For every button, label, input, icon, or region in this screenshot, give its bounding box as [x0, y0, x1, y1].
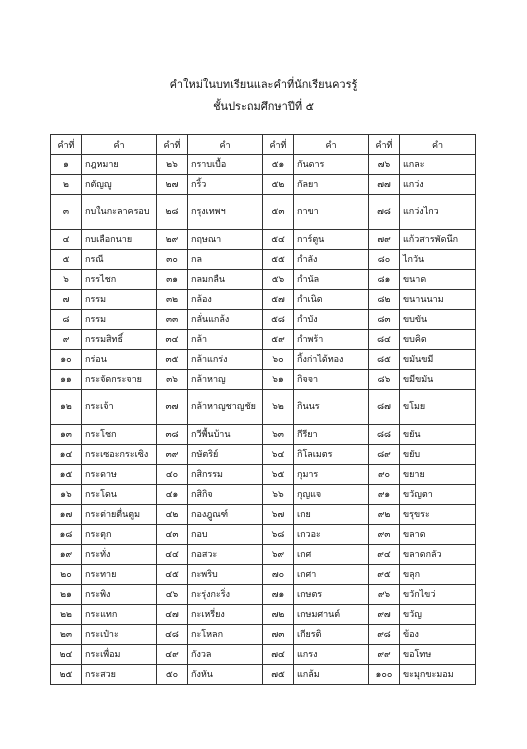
vocabulary-table	[50, 134, 476, 685]
word-number-cell: ๖๔	[263, 445, 294, 465]
word-number-cell: ๕๗	[263, 290, 294, 310]
table-row	[51, 445, 476, 465]
word-number-cell: ๑๙	[51, 545, 82, 565]
header-number: คำที่	[51, 135, 82, 155]
word-cell: กุมาร	[294, 465, 369, 485]
word-cell: ขะมุกขะมอม	[400, 665, 476, 685]
word-number-cell: ๒๘	[157, 195, 188, 230]
word-cell: กบเลือกนาย	[82, 230, 157, 250]
word-number-cell: ๘๕	[369, 350, 400, 370]
table-row	[51, 155, 476, 175]
table-row	[51, 290, 476, 310]
word-cell: เกย	[294, 505, 369, 525]
word-number-cell: ๓๕	[157, 350, 188, 370]
header-word: คำ	[400, 135, 476, 155]
word-cell: แก้วสารพัดนึก	[400, 230, 476, 250]
word-number-cell: ๑๐	[51, 350, 82, 370]
word-cell: กระโชก	[82, 425, 157, 445]
word-number-cell: ๙๐	[369, 465, 400, 485]
word-number-cell: ๘๐	[369, 250, 400, 270]
table-row	[51, 270, 476, 290]
word-cell: กล้าหาญชาญชัย	[188, 390, 263, 425]
word-number-cell: ๓๒	[157, 290, 188, 310]
word-number-cell: ๕๐	[157, 665, 188, 685]
word-cell: กล	[188, 250, 263, 270]
word-cell: ขยับ	[400, 445, 476, 465]
word-number-cell: ๒๔	[51, 645, 82, 665]
word-number-cell: ๕๓	[263, 195, 294, 230]
word-cell: เกศา	[294, 565, 369, 585]
word-number-cell: ๖๓	[263, 425, 294, 445]
word-cell: ขวัญ	[400, 605, 476, 625]
word-cell: กะพริบ	[188, 565, 263, 585]
word-cell: กุญแจ	[294, 485, 369, 505]
word-cell: กะเหรี่ยง	[188, 605, 263, 625]
word-cell: กีรียา	[294, 425, 369, 445]
word-cell: กระทาย	[82, 565, 157, 585]
word-cell: กรณี	[82, 250, 157, 270]
word-cell: กอบ	[188, 525, 263, 545]
word-number-cell: ๗๖	[369, 155, 400, 175]
word-number-cell: ๕	[51, 250, 82, 270]
word-cell: ขมีขมัน	[400, 370, 476, 390]
word-cell: กิจจา	[294, 370, 369, 390]
header-number: คำที่	[157, 135, 188, 155]
word-number-cell: ๙๒	[369, 505, 400, 525]
word-number-cell: ๔๖	[157, 585, 188, 605]
word-cell: ไกวัน	[400, 250, 476, 270]
word-number-cell: ๓๗	[157, 390, 188, 425]
word-cell: กระเจ้า	[82, 390, 157, 425]
word-cell: กตัญญู	[82, 175, 157, 195]
word-cell: กล้าแกร่ง	[188, 350, 263, 370]
word-cell: ขบคิด	[400, 330, 476, 350]
word-cell: แกรง	[294, 645, 369, 665]
word-cell: กำเนิด	[294, 290, 369, 310]
word-cell: เกษมศานต์	[294, 605, 369, 625]
document-title: คำใหม่ในบทเรียนและคำที่นักเรียนควรรู้	[169, 78, 358, 91]
word-number-cell: ๓๔	[157, 330, 188, 350]
word-number-cell: ๒๖	[157, 155, 188, 175]
word-number-cell: ๕๙	[263, 330, 294, 350]
table-row	[51, 645, 476, 665]
word-cell: ขบขัน	[400, 310, 476, 330]
word-number-cell: ๘๖	[369, 370, 400, 390]
word-number-cell: ๓๖	[157, 370, 188, 390]
word-cell: กระจัดกระจาย	[82, 370, 157, 390]
word-number-cell: ๖๗	[263, 505, 294, 525]
word-cell: ขนานนาม	[400, 290, 476, 310]
word-cell: กรรม	[82, 310, 157, 330]
word-cell: กระเป๋าะ	[82, 625, 157, 645]
word-cell: กรรมสิทธิ์	[82, 330, 157, 350]
word-number-cell: ๒๗	[157, 175, 188, 195]
word-cell: กองฎูณฑ์	[188, 505, 263, 525]
word-number-cell: ๘	[51, 310, 82, 330]
header-word: คำ	[188, 135, 263, 155]
word-number-cell: ๘๘	[369, 425, 400, 445]
word-number-cell: ๙๓	[369, 525, 400, 545]
word-cell: กังหัน	[188, 665, 263, 685]
word-number-cell: ๖๕	[263, 465, 294, 485]
word-cell: ข้อง	[400, 625, 476, 645]
word-number-cell: ๖	[51, 270, 82, 290]
word-cell: กอสวะ	[188, 545, 263, 565]
word-cell: เกษตร	[294, 585, 369, 605]
word-cell: ขวัญตา	[400, 485, 476, 505]
word-cell: กระแทก	[82, 605, 157, 625]
word-number-cell: ๓๓	[157, 310, 188, 330]
word-number-cell: ๘๑	[369, 270, 400, 290]
word-cell: กรุงเทพฯ	[188, 195, 263, 230]
document-subtitle: ชั้นประถมศึกษาปีที่ ๕	[213, 100, 314, 113]
word-cell: ขรุขระ	[400, 505, 476, 525]
word-number-cell: ๒๑	[51, 585, 82, 605]
table-body	[51, 155, 476, 685]
word-number-cell: ๙๔	[369, 545, 400, 565]
word-number-cell: ๔๔	[157, 545, 188, 565]
table-row	[51, 665, 476, 685]
word-cell: กำลัง	[294, 250, 369, 270]
word-cell: กินนร	[294, 390, 369, 425]
table-row	[51, 195, 476, 230]
word-number-cell: ๑๐๐	[369, 665, 400, 685]
table-row	[51, 545, 476, 565]
word-cell: กวีพื้นบ้าน	[188, 425, 263, 445]
word-number-cell: ๖๑	[263, 370, 294, 390]
header-number: คำที่	[263, 135, 294, 155]
word-number-cell: ๖๐	[263, 350, 294, 370]
word-number-cell: ๑๕	[51, 465, 82, 485]
table-row	[51, 585, 476, 605]
word-cell: กระดาษ	[82, 465, 157, 485]
word-cell: ขลาดกลัว	[400, 545, 476, 565]
word-cell: กระสวย	[82, 665, 157, 685]
table-row	[51, 525, 476, 545]
word-cell: กระเพื่อม	[82, 645, 157, 665]
word-number-cell: ๙๕	[369, 565, 400, 585]
word-number-cell: ๔๑	[157, 485, 188, 505]
word-number-cell: ๘๒	[369, 290, 400, 310]
word-number-cell: ๙๖	[369, 585, 400, 605]
word-number-cell: ๗๕	[263, 665, 294, 685]
word-cell: เกวอะ	[294, 525, 369, 545]
table-header-row	[51, 135, 476, 155]
word-cell: กลมกลืน	[188, 270, 263, 290]
word-number-cell: ๑๖	[51, 485, 82, 505]
word-cell: กะรุ่งกะริ่ง	[188, 585, 263, 605]
word-number-cell: ๒๒	[51, 605, 82, 625]
word-cell: กล้อง	[188, 290, 263, 310]
word-cell: เกียรติ	[294, 625, 369, 645]
table-row	[51, 485, 476, 505]
word-cell: กระต่ายตื่นตูม	[82, 505, 157, 525]
header-word: คำ	[294, 135, 369, 155]
word-number-cell: ๔๕	[157, 565, 188, 585]
word-number-cell: ๓๘	[157, 425, 188, 445]
word-cell: แกว่งไกว	[400, 195, 476, 230]
word-cell: กระพิง	[82, 585, 157, 605]
word-cell: การ์ตูน	[294, 230, 369, 250]
word-cell: กาขา	[294, 195, 369, 230]
word-cell: กระทั่ง	[82, 545, 157, 565]
word-number-cell: ๒๕	[51, 665, 82, 685]
table-row	[51, 505, 476, 525]
word-cell: กำบัง	[294, 310, 369, 330]
word-number-cell: ๗๑	[263, 585, 294, 605]
word-number-cell: ๗๓	[263, 625, 294, 645]
table-row	[51, 350, 476, 370]
table-row	[51, 310, 476, 330]
word-cell: เกศ	[294, 545, 369, 565]
header-word: คำ	[82, 135, 157, 155]
word-cell: กันดาร	[294, 155, 369, 175]
word-cell: กะโหลก	[188, 625, 263, 645]
word-cell: กระตุก	[82, 525, 157, 545]
word-number-cell: ๑๒	[51, 390, 82, 425]
word-number-cell: ๔	[51, 230, 82, 250]
word-cell: กระโดน	[82, 485, 157, 505]
word-number-cell: ๔๒	[157, 505, 188, 525]
word-number-cell: ๘๓	[369, 310, 400, 330]
word-cell: กสิกรรม	[188, 465, 263, 485]
word-number-cell: ๑๑	[51, 370, 82, 390]
table-row	[51, 605, 476, 625]
word-cell: กริ้ว	[188, 175, 263, 195]
word-number-cell: ๖๒	[263, 390, 294, 425]
word-number-cell: ๔๐	[157, 465, 188, 485]
word-cell: ขมันขมี	[400, 350, 476, 370]
word-cell: แกว่ง	[400, 175, 476, 195]
word-cell: กรรม	[82, 290, 157, 310]
word-number-cell: ๓๐	[157, 250, 188, 270]
word-number-cell: ๗๘	[369, 195, 400, 230]
word-cell: ขลุก	[400, 565, 476, 585]
word-number-cell: ๑๗	[51, 505, 82, 525]
word-number-cell: ๖๖	[263, 485, 294, 505]
word-cell: กษัตริย์	[188, 445, 263, 465]
word-cell: กสิกิจ	[188, 485, 263, 505]
word-number-cell: ๗๔	[263, 645, 294, 665]
word-cell: กิโลเมตร	[294, 445, 369, 465]
word-cell: กิ้งก่าได้ทอง	[294, 350, 369, 370]
word-number-cell: ๒	[51, 175, 82, 195]
table-row	[51, 465, 476, 485]
word-number-cell: ๒๙	[157, 230, 188, 250]
word-cell: ขอโทษ	[400, 645, 476, 665]
word-number-cell: ๗	[51, 290, 82, 310]
word-number-cell: ๔๘	[157, 625, 188, 645]
word-number-cell: ๒๐	[51, 565, 82, 585]
word-cell: ขยัน	[400, 425, 476, 445]
word-number-cell: ๗๐	[263, 565, 294, 585]
word-number-cell: ๖๙	[263, 545, 294, 565]
word-cell: กล้า	[188, 330, 263, 350]
word-number-cell: ๕๕	[263, 250, 294, 270]
word-number-cell: ๑๓	[51, 425, 82, 445]
word-cell: กฎหมาย	[82, 155, 157, 175]
table-row	[51, 330, 476, 350]
word-number-cell: ๓๙	[157, 445, 188, 465]
word-number-cell: ๗๙	[369, 230, 400, 250]
table-row	[51, 390, 476, 425]
word-cell: กลั่นแกล้ง	[188, 310, 263, 330]
word-cell: กรรไชก	[82, 270, 157, 290]
table-row	[51, 370, 476, 390]
word-number-cell: ๕๘	[263, 310, 294, 330]
word-cell: กล้าหาญ	[188, 370, 263, 390]
table-row	[51, 425, 476, 445]
table-row	[51, 175, 476, 195]
word-cell: แกละ	[400, 155, 476, 175]
word-cell: แกล้ม	[294, 665, 369, 685]
word-cell: ขนาด	[400, 270, 476, 290]
word-cell: ขวักไขว่	[400, 585, 476, 605]
word-number-cell: ๙๑	[369, 485, 400, 505]
word-number-cell: ๘๔	[369, 330, 400, 350]
word-number-cell: ๙๗	[369, 605, 400, 625]
word-number-cell: ๓	[51, 195, 82, 230]
word-cell: ขโมย	[400, 390, 476, 425]
word-number-cell: ๒๓	[51, 625, 82, 645]
word-cell: กบในกะลาครอบ	[82, 195, 157, 230]
word-number-cell: ๑	[51, 155, 82, 175]
word-number-cell: ๕๔	[263, 230, 294, 250]
word-number-cell: ๘๗	[369, 390, 400, 425]
word-number-cell: ๘๙	[369, 445, 400, 465]
word-number-cell: ๓๑	[157, 270, 188, 290]
table-row	[51, 250, 476, 270]
word-number-cell: ๗๒	[263, 605, 294, 625]
word-cell: กังวล	[188, 645, 263, 665]
word-number-cell: ๑๘	[51, 525, 82, 545]
word-number-cell: ๑๔	[51, 445, 82, 465]
table-row	[51, 565, 476, 585]
word-number-cell: ๔๗	[157, 605, 188, 625]
word-number-cell: ๕๖	[263, 270, 294, 290]
header-number: คำที่	[369, 135, 400, 155]
word-cell: กระเซอะกระเซิง	[82, 445, 157, 465]
word-number-cell: ๔๓	[157, 525, 188, 545]
word-cell: กราบเบื้อ	[188, 155, 263, 175]
word-number-cell: ๙	[51, 330, 82, 350]
word-number-cell: ๙๘	[369, 625, 400, 645]
word-number-cell: ๙๙	[369, 645, 400, 665]
word-cell: กัลยา	[294, 175, 369, 195]
word-number-cell: ๖๘	[263, 525, 294, 545]
word-cell: ขลาด	[400, 525, 476, 545]
word-cell: กร่อน	[82, 350, 157, 370]
word-number-cell: ๗๗	[369, 175, 400, 195]
table-row	[51, 230, 476, 250]
word-cell: กำพร้า	[294, 330, 369, 350]
word-cell: กำนัล	[294, 270, 369, 290]
word-cell: ขยาย	[400, 465, 476, 485]
word-number-cell: ๕๒	[263, 175, 294, 195]
word-cell: กฤษณา	[188, 230, 263, 250]
table-row	[51, 625, 476, 645]
word-number-cell: ๕๑	[263, 155, 294, 175]
word-number-cell: ๔๙	[157, 645, 188, 665]
